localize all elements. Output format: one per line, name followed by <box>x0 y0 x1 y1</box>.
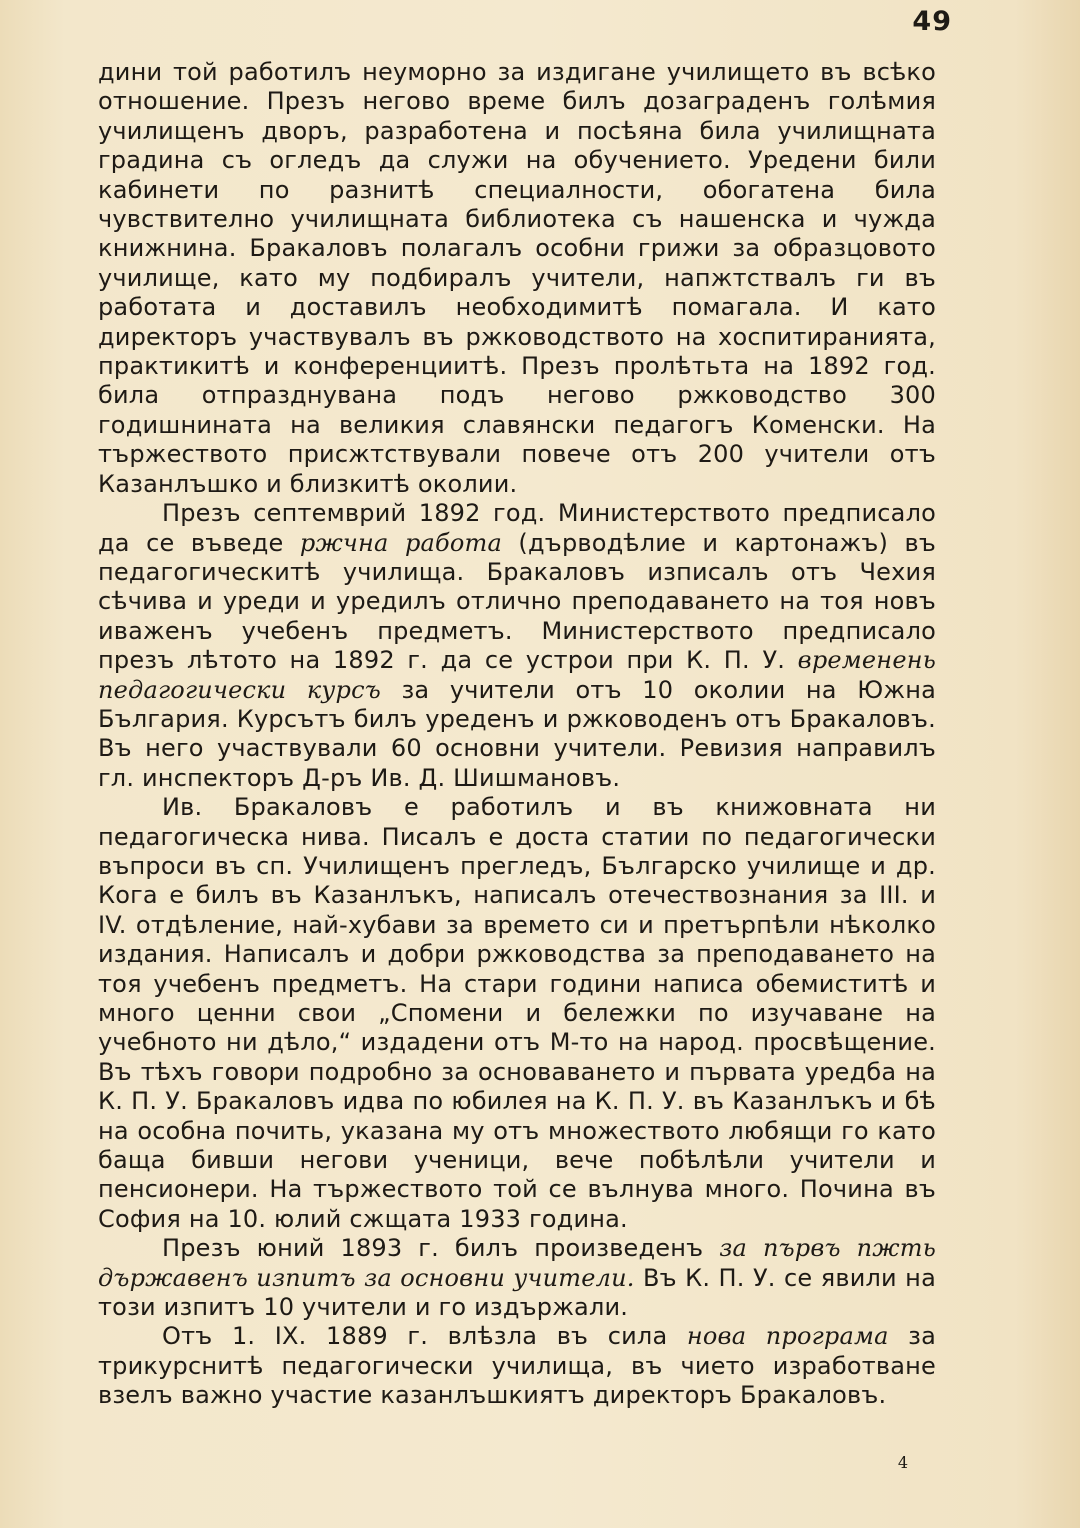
body-text <box>98 58 936 1411</box>
emphasized-text: за първъ пжть държавенъ изпитъ за основни учители. <box>98 1234 936 1292</box>
text-run: Презъ септемврий 1892 год. Министерството предписало да се въведе <box>98 499 936 557</box>
emphasized-text: временень педагогически курсъ <box>98 646 936 704</box>
text-run: Въ К. П. У. се явили на този изпитъ 10 учители и го издържали. <box>98 1263 936 1322</box>
text-run: за трикурснитѣ педагогически училища, въ чието изработване взелъ важно участие казанлъшкиятъ директоръ Бракаловъ. <box>98 1322 936 1410</box>
paragraph <box>98 499 936 793</box>
emphasized-text: ржчна работа <box>299 528 503 557</box>
emphasized-text: нова програма <box>686 1322 889 1351</box>
text-run: дини той работилъ неуморно за издигане училището въ всѣко отношение. Презъ негово време билъ дозаграденъ голѣмия училищенъ дворъ, разработена и посѣяна била училищната градина съ огледъ да служи на обучението. Уредени били кабинети по разнитѣ специалности, обогатена била чувствително училищната библиотека съ нашенска и чужда книжнина. Бракаловъ полагалъ особни грижи за образцовото училище, като му подбиралъ учители, напжтствалъ ги въ работата и доставилъ необходимитѣ помагала. И като директоръ участвувалъ въ ржководството на хоспитиранията, практикитѣ и конференциитѣ. Презъ пролѣтьта на 1892 год. била отпразднувана подъ негово ржководство 300 годишнината на великия славянски педагогъ Коменски. На тържеството присжтствували повече отъ 200 учители отъ Казанлъшко и близкитѣ околии. <box>98 58 936 498</box>
paragraph <box>98 1322 936 1410</box>
text-run: Отъ 1. IX. 1889 г. влѣзла въ сила <box>162 1322 687 1351</box>
page-number: 49 <box>912 6 952 37</box>
text-run: Ив. Бракаловъ е работилъ и въ книжовната ни педагогическа нива. Писалъ е доста статии по педагогически въпроси въ сп. Училищенъ прегледъ, Българско училище и др. Кога е билъ въ Казанлъкъ, написалъ отечествознания за III. и IV. отдѣление, най-хубави за времето си и претърпѣли нѣколко издания. Написалъ и добри ржководства за преподаването на тоя учебенъ предметъ. На стари години написа обемиститѣ и много ценни свои „Спомени и бележки по изучаване на учебното ни дѣло,“ издадени отъ М-то на народ. просвѣщение. Въ тѣхъ говори подробно за основаването и първата уредба на К. П. У. Бракаловъ идва по юбилея на К. П. У. въ Казанлъкъ и бѣ на особна почить, указана му отъ множеството любящи го като баща бивши негови ученици, вече побѣлѣли учители и пенсионери. На тържеството той се вълнува много. Почина въ София на 10. юлий сжщата 1933 година. <box>98 793 936 1233</box>
text-run: Презъ юний 1893 г. билъ произведенъ <box>162 1234 720 1263</box>
signature-mark: 4 <box>897 1453 908 1472</box>
paragraph <box>98 1234 936 1322</box>
paragraph <box>98 793 936 1234</box>
text-run: (дърводѣлие и картонажъ) въ педагогическитѣ училища. Бракаловъ изписалъ отъ Чехия сѣчива и уреди и уредилъ отлично преподаването на тоя новъ иваженъ учебенъ предметъ. Министерството предписало презъ лѣтото на 1892 г. да се устрои при К. П. У. <box>98 528 936 675</box>
text-run: за учители отъ 10 околии на Южна България. Курсътъ билъ уреденъ и ржководенъ отъ Бракаловъ. Въ него участвували 60 основни учители. Ревизия направилъ гл. инспекторъ Д-ръ Ив. Д. Шишмановъ. <box>98 675 936 792</box>
paragraph <box>98 58 936 499</box>
